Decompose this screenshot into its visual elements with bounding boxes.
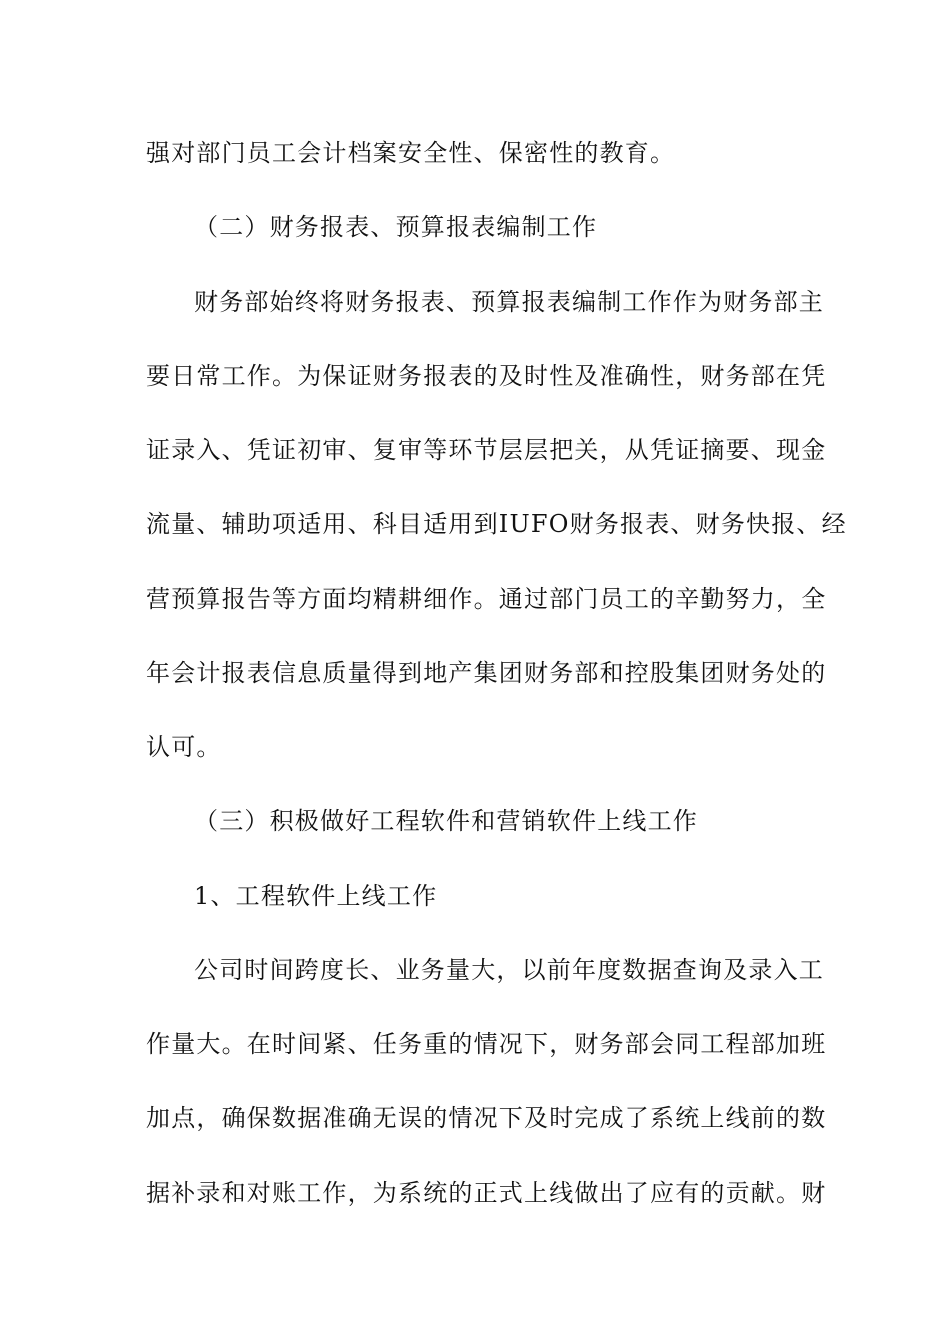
paragraph-line: 年会计报表信息质量得到地产集团财务部和控股集团财务处的	[146, 659, 827, 687]
paragraph-line: 强对部门员工会计档案安全性、保密性的教育。	[146, 139, 676, 167]
subsection-heading-1: 1、工程软件上线工作	[194, 882, 438, 910]
paragraph-line: 作量大。在时间紧、任务重的情况下，财务部会同工程部加班	[146, 1030, 827, 1058]
paragraph-line: 财务部始终将财务报表、预算报表编制工作作为财务部主	[194, 288, 824, 316]
section-heading-2: （二）财务报表、预算报表编制工作	[194, 213, 598, 241]
paragraph-line: 认可。	[146, 733, 222, 761]
paragraph-line: 营预算报告等方面均精耕细作。通过部门员工的辛勤努力，全	[146, 585, 827, 613]
section-heading-3: （三）积极做好工程软件和营销软件上线工作	[194, 807, 698, 835]
paragraph-line: 公司时间跨度长、业务量大，以前年度数据查询及录入工	[194, 956, 824, 984]
paragraph-line: 加点，确保数据准确无误的情况下及时完成了系统上线前的数	[146, 1104, 827, 1132]
paragraph-line: 证录入、凭证初审、复审等环节层层把关，从凭证摘要、现金	[146, 436, 827, 464]
paragraph-line: 据补录和对账工作，为系统的正式上线做出了应有的贡献。财	[146, 1179, 827, 1207]
paragraph-line: 流量、辅助项适用、科目适用到IUFO财务报表、财务快报、经	[146, 510, 847, 538]
paragraph-line: 要日常工作。为保证财务报表的及时性及准确性，财务部在凭	[146, 362, 827, 390]
